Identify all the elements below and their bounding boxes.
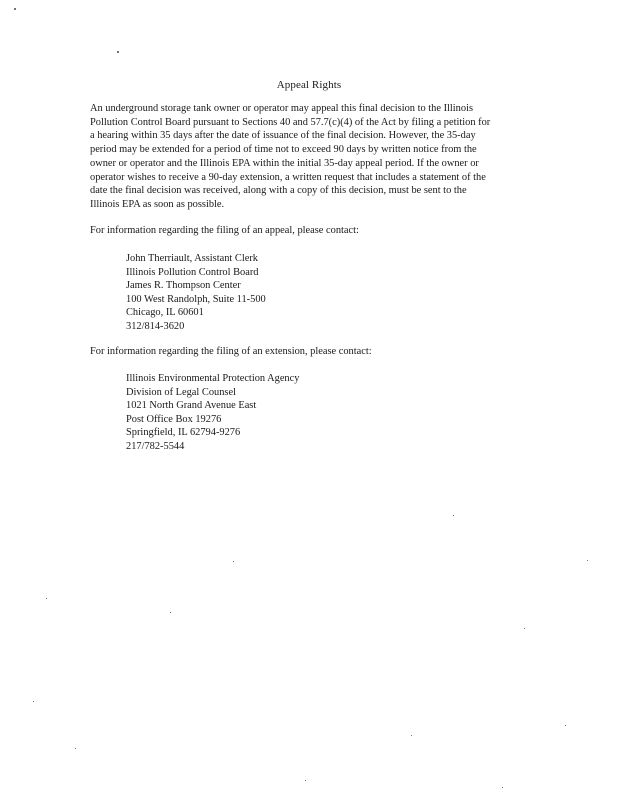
scan-speck <box>453 515 454 516</box>
scan-speck <box>14 8 16 10</box>
paragraph-line: date the final decision was received, along with a copy of this decision, must be sent to the <box>90 185 467 197</box>
scan-speck <box>46 598 47 599</box>
address-line: Chicago, IL 60601 <box>126 307 204 319</box>
paragraph-line: Illinois EPA as soon as possible. <box>90 198 225 210</box>
scan-speck <box>170 612 171 613</box>
address-line: Illinois Environmental Protection Agency <box>126 373 300 384</box>
address-line: 100 West Randolph, Suite 11-500 <box>126 293 266 305</box>
scan-speck <box>502 787 503 788</box>
address-line: Springfield, IL 62794-9276 <box>126 427 241 439</box>
scan-speck <box>587 560 588 561</box>
scan-speck <box>305 780 306 781</box>
address-line: John Therriault, Assistant Clerk <box>126 253 258 264</box>
appeal-rights-paragraph <box>90 102 524 212</box>
scan-speck <box>233 561 234 562</box>
address-line: 217/782-5544 <box>126 440 185 452</box>
scan-speck <box>524 628 525 629</box>
paragraph-line: period may be extended for a period of time not to exceed 90 days by written notice from the <box>90 144 477 156</box>
address-line: Illinois Pollution Control Board <box>126 266 259 278</box>
scan-speck <box>565 725 566 726</box>
scan-speck <box>75 748 76 749</box>
paragraph-line: operator wishes to receive a 90-day extension, a written request that includes a statement of the <box>90 171 486 183</box>
extension-contact-address <box>126 372 299 454</box>
address-line: James R. Thompson Center <box>126 280 241 292</box>
appeal-contact-address <box>126 252 266 334</box>
paragraph-line: Pollution Control Board pursuant to Sections 40 and 57.7(c)(4) of the Act by filing a petition for <box>90 116 491 128</box>
page-title: Appeal Rights <box>276 79 342 91</box>
address-line: 1021 North Grand Avenue East <box>126 400 257 412</box>
paragraph-line: owner or operator and the Illinois EPA within the initial 35-day appeal period. If the owner or <box>90 157 479 169</box>
scan-speck <box>117 51 119 53</box>
address-line: Division of Legal Counsel <box>126 386 236 398</box>
paragraph-line: An underground storage tank owner or operator may appeal this final decision to the Illinois <box>90 103 474 114</box>
paragraph-line: a hearing within 35 days after the date of issuance of the final decision. However, the 35-day <box>90 130 476 142</box>
address-line: Post Office Box 19276 <box>126 413 222 425</box>
scan-speck <box>411 735 412 736</box>
scan-speck <box>33 701 34 702</box>
appeal-contact-intro: For information regarding the filing of an appeal, please contact: <box>90 225 359 236</box>
extension-contact-intro: For information regarding the filing of an extension, please contact: <box>90 346 372 357</box>
address-line: 312/814-3620 <box>126 320 185 332</box>
